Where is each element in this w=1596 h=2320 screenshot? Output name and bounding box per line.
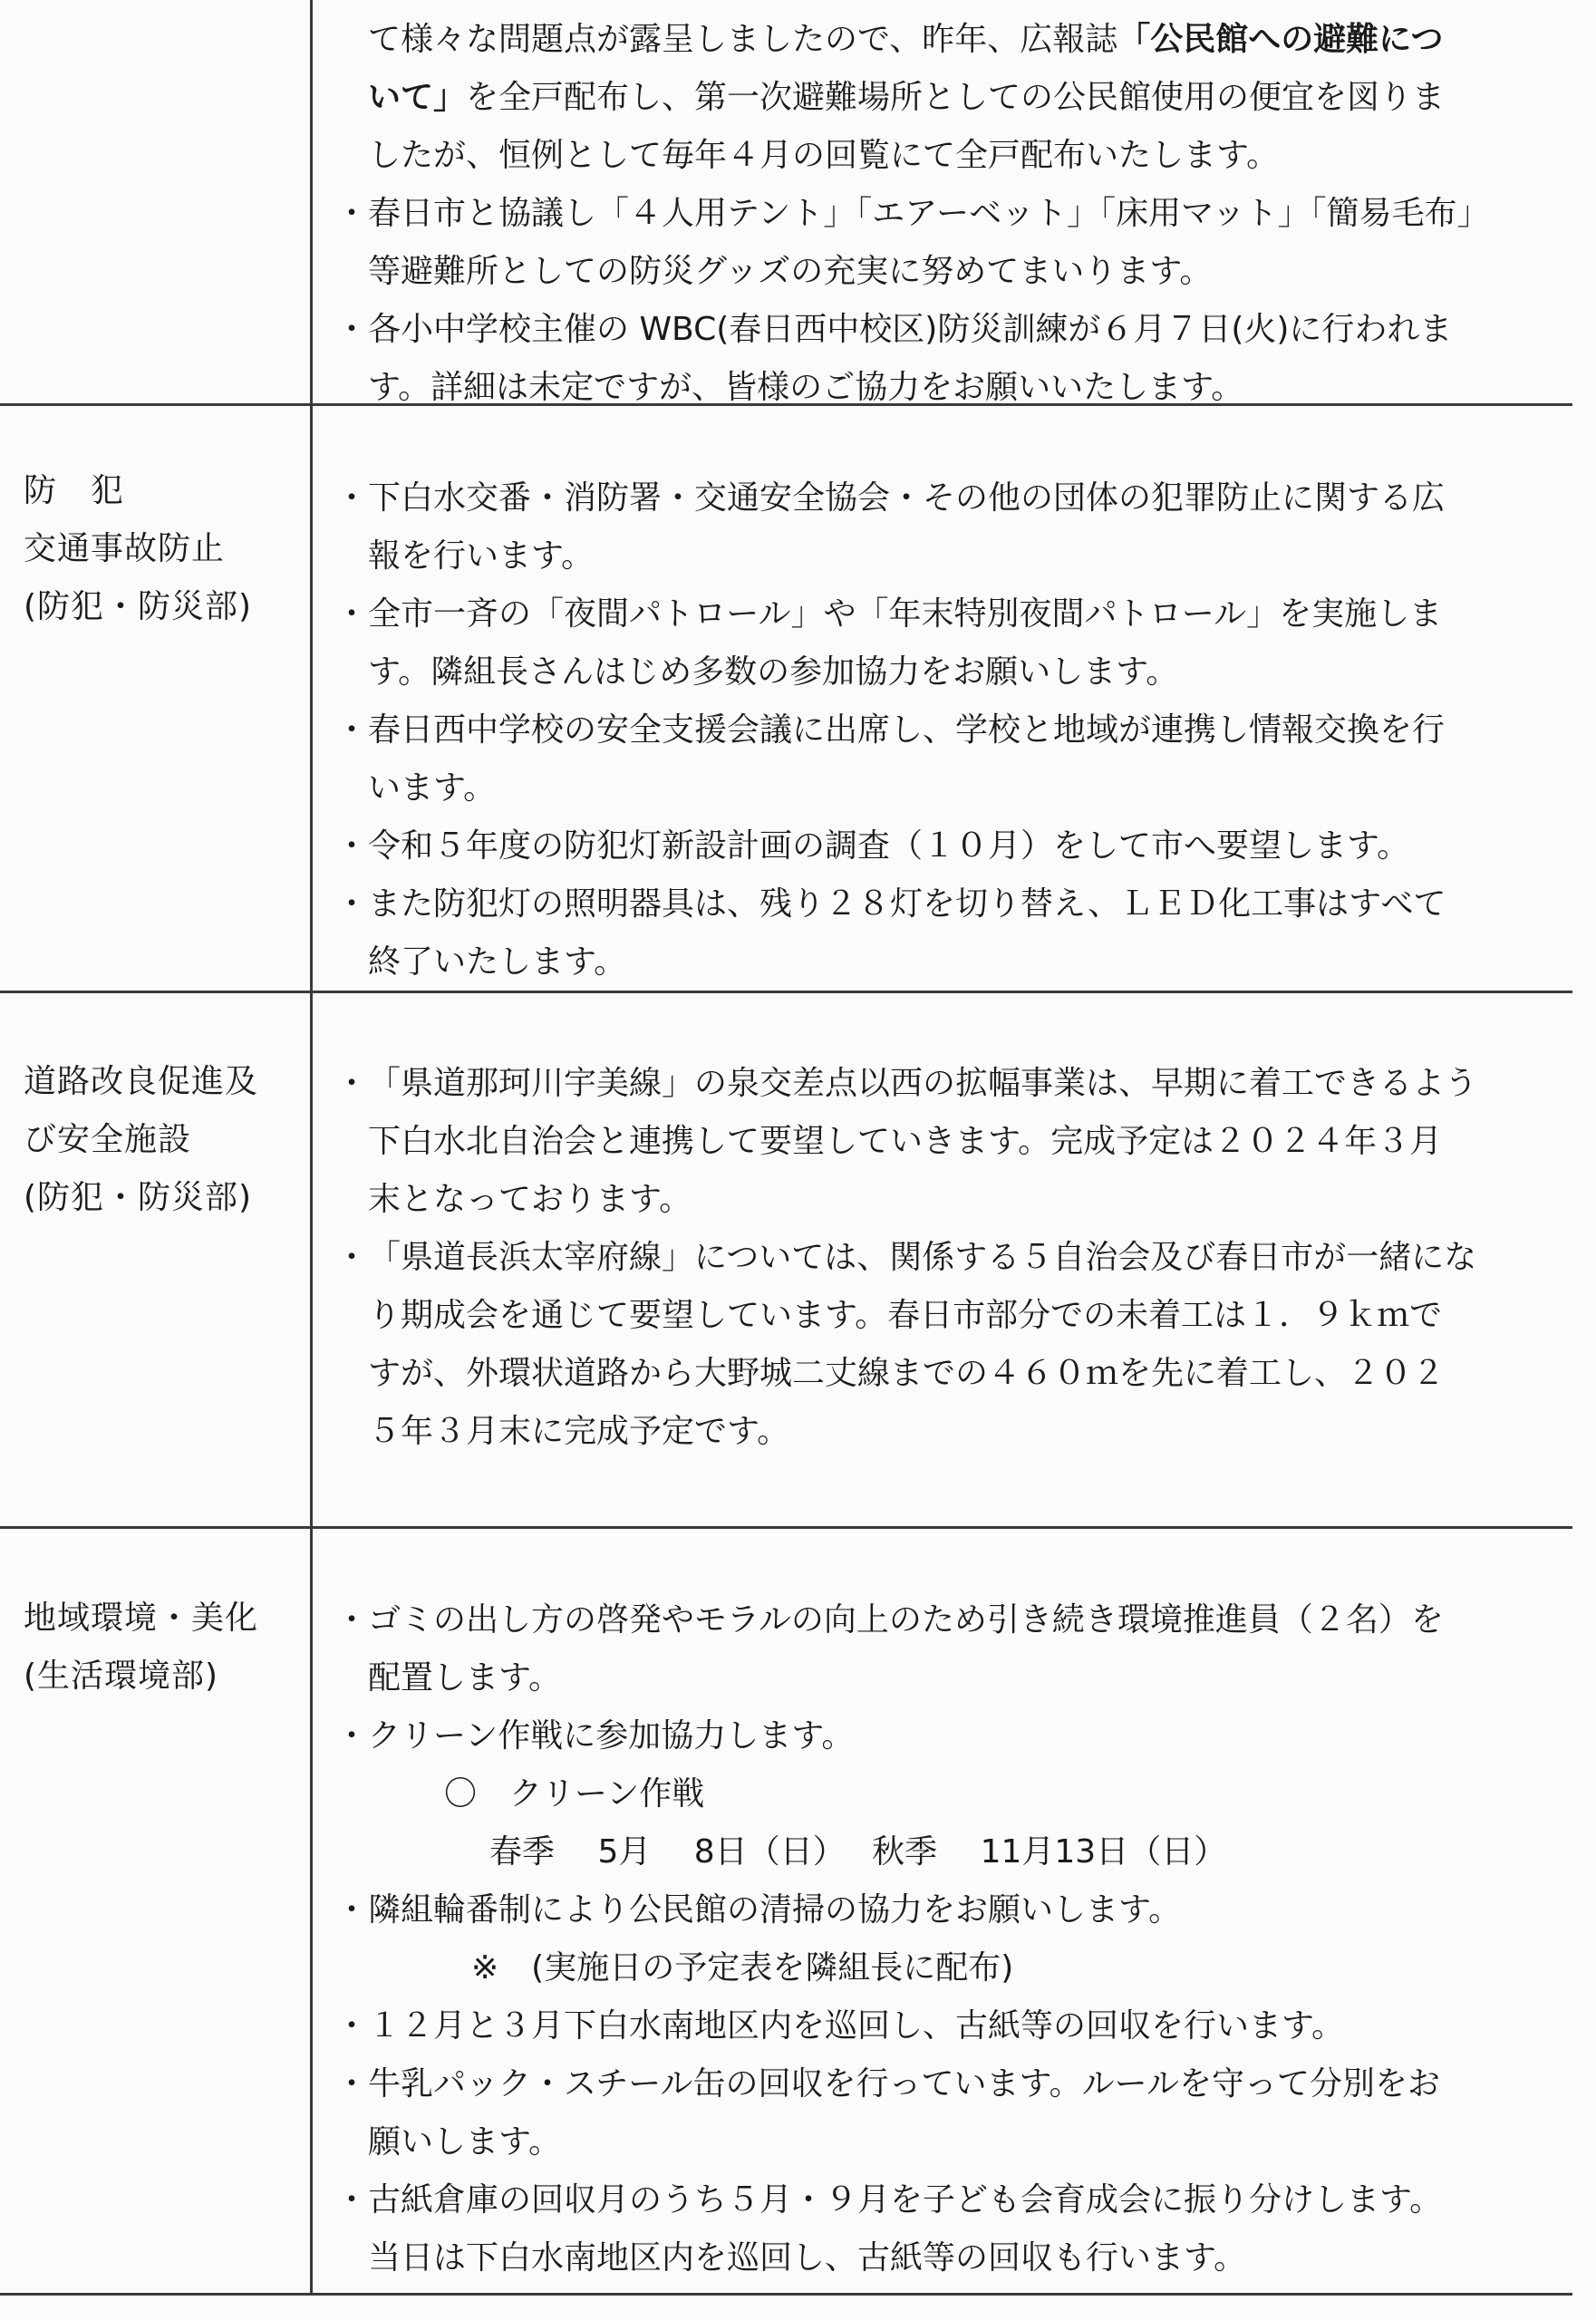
item-line: 春日市と協議し「４人用テント」「エアーベット」「床用マット」「簡易毛布」 [368,195,1490,232]
continuation-line [368,11,1559,69]
row0-items [335,185,1559,417]
list-item [335,469,1559,585]
text-segment: を全戸配布し、第一次避難場所としての公民館使用の便宜を図りま [466,79,1446,116]
bullet-mark: ・ [335,2007,369,2044]
continuation-line [368,127,1559,185]
row1-content [335,469,1559,991]
continuation-line [368,69,1559,127]
bullet-mark: ・ [335,1065,369,1102]
list-item [335,2055,1559,2171]
item-line: 春日西中学校の安全支援会議に出席し、学校と地域が連携し情報交換を行 [368,711,1446,749]
item-line: います。 [368,769,497,807]
sub-line: 春季 5月 8日（日） 秋季 11月13日（日） [489,1833,1227,1870]
item-line: 下白水北自治会と連携して要望していきます。完成予定は２０２４年３月 [368,1123,1443,1160]
item-line: り期成会を通じて要望しています。春日市部分での未着工は１．９ｋｍで [368,1297,1443,1334]
bullet-mark: ・ [335,595,369,633]
bold-text-segment: 「公民館への避難につ [1117,21,1444,58]
item-line: １２月と３月下白水南地区内を巡回し、古紙等の回収を行います。 [368,2007,1345,2044]
item-line: また防犯灯の照明器具は、残り２８灯を切り替え、ＬＥＤ化工事はすべて [368,885,1446,923]
category-line: 道路改良促進及 [24,1063,259,1100]
item-line: 全市一斉の「夜間パトロール」や「年末特別夜間パトロール」を実施しま [368,595,1443,633]
bullet-mark: ・ [335,479,369,517]
row0-continuation [335,11,1559,185]
bullet-mark: ・ [335,1239,369,1276]
list-item [335,1591,1559,1707]
row-divider-3 [0,1526,1572,1529]
item-line: 隣組輪番制により公民館の清掃の協力をお願いします。 [368,1891,1182,1928]
item-line: 「県道長浜太宰府線」については、関係する５自治会及び春日市が一緒にな [368,1239,1477,1276]
category-line: (生活環境部) [24,1658,219,1695]
bullet-mark: ・ [335,711,369,749]
bullet-mark: ・ [335,1891,369,1928]
row3-content [335,1591,1559,2287]
bullet-mark: ・ [335,311,369,348]
category-line: (防犯・防災部) [24,588,253,625]
bullet-mark: ・ [335,1717,369,1754]
item-line: 令和５年度の防犯灯新設計画の調査（１０月）をして市へ要望します。 [368,827,1410,865]
item-line: 「県道那珂川宇美線」の泉交差点以西の拡幅事業は、早期に着工できるよう [368,1065,1478,1102]
list-item [335,1881,1559,1939]
category-environment [24,1590,305,1706]
category-crime-prevention [24,462,305,636]
item-line: 当日は下白水南地区内を巡回し、古紙等の回収も行います。 [368,2239,1247,2276]
item-line: クリーン作戦に参加協力します。 [368,1717,855,1754]
item-line: 報を行います。 [368,537,595,575]
row2-content [335,1055,1559,1461]
category-line: 交通事故防止 [24,530,226,567]
list-item [335,1229,1559,1461]
category-line: (防犯・防災部) [24,1179,253,1216]
list-item [335,1707,1559,1765]
item-line: ゴミの出し方の啓発やモラルの向上のため引き続き環境推進員（２名）を [368,1601,1444,1638]
list-item [335,701,1559,817]
list-item [335,1055,1559,1229]
item-line: 末となっております。 [368,1181,692,1218]
item-line: 願いします。 [368,2123,562,2160]
bullet-mark: ・ [335,827,369,865]
category-road-improvement [24,1053,305,1227]
item-line: 配置します。 [368,1659,562,1696]
bullet-mark: ・ [335,2181,369,2218]
list-item [335,585,1559,701]
item-line: す。隣組長さんはじめ多数の参加協力をお願いします。 [368,653,1179,691]
item-line: す。詳細は未定ですが、皆様のご協力をお願いいたします。 [368,369,1244,406]
item-line: すが、外環状道路から大野城二丈線までの４６０ｍを先に着工し、２０２ [368,1355,1446,1392]
bullet-mark: ・ [335,885,369,923]
list-item [335,185,1559,301]
sub-line: 〇 クリーン作戦 [444,1775,705,1812]
text-segment: て様々な問題点が露呈しましたので、昨年、広報誌 [368,21,1118,58]
list-item [335,817,1559,875]
bullet-mark: ・ [335,195,369,232]
bullet-mark: ・ [335,1601,369,1638]
list-item [335,301,1559,417]
table-bottom-border [0,2293,1572,2296]
list-item [335,875,1559,991]
item-line: 各小中学校主催の WBC(春日西中校区)防災訓練が６月７日(火)に行われま [368,311,1453,348]
item-line: ５年３月末に完成予定です。 [368,1413,790,1450]
text-segment: したが、恒例として毎年４月の回覧にて全戸配布いたします。 [368,137,1280,174]
item-line: 終了いたします。 [368,943,627,981]
row0-content [335,11,1559,417]
bullet-mark: ・ [335,2065,369,2102]
list-item [335,2171,1559,2287]
category-line: 地域環境・美化 [24,1600,259,1637]
item-line: 牛乳パック・スチール缶の回収を行っています。ルールを守って分別をお [368,2065,1440,2102]
sub-line: ※ (実施日の予定表を隣組長に配布) [471,1949,1014,1986]
item-line: 古紙倉庫の回収月のうち５月・９月を子ども会育成会に振り分けします。 [368,2181,1443,2218]
list-item [335,1997,1559,2055]
item-line: 等避難所としての防災グッズの充実に努めてまいります。 [368,253,1213,290]
column-divider [310,0,313,2295]
category-line: 防 犯 [24,472,125,509]
category-line: び安全施設 [24,1121,192,1158]
bold-text-segment: いて」 [368,79,467,116]
item-line: 下白水交番・消防署・交通安全協会・その他の団体の犯罪防止に関する広 [368,479,1446,517]
